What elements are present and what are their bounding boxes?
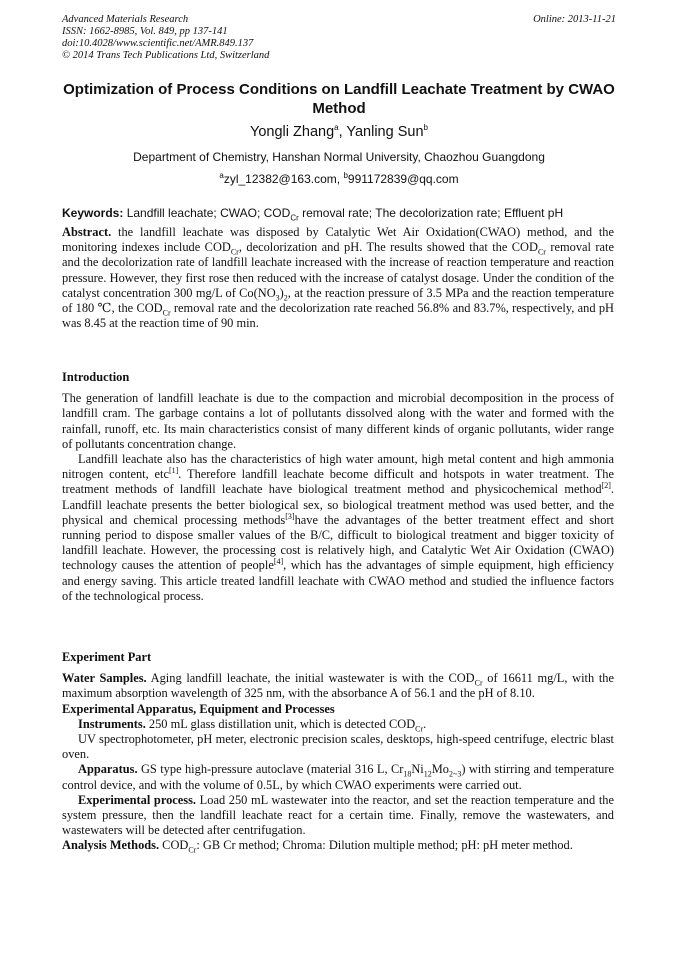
abstract-sub: Cr [162, 308, 171, 318]
affiliation: Department of Chemistry, Hanshan Normal University, Chaozhou Guangdong [133, 150, 545, 164]
apparatus-text: ) with stirring and temperature control device, and with the volume of 0.5L, by which CWAO experiments were carried out. [62, 762, 614, 792]
experiment-heading: Experiment Part [62, 650, 152, 664]
keywords-text-1: Landfill leachate; CWAO; COD [123, 206, 291, 220]
journal-name: Advanced Materials Research [62, 14, 189, 25]
abstract-sub: 2 [283, 293, 288, 303]
citation-ref: [3] [285, 511, 295, 521]
intro-text: . Landfill leachate presents the better biological sex, so biological treatment method was used better, and the physical and chemical processing methods [62, 482, 614, 527]
analysis-methods-text: : GB Cr method; Chroma: Dilution multiple method; pH: pH meter method. [196, 838, 573, 853]
paper-title: Optimization of Process Conditions on Landfill Leachate Treatment by CWAO Method [63, 81, 615, 117]
apparatus-sub: 12 [423, 769, 432, 779]
uv-equipment-paragraph: UV spectrophotometer, pH meter, electronic precision scales, desktops, high-speed centrifuge, electric blast oven. [62, 732, 614, 762]
analysis-methods-label: Analysis Methods. [62, 838, 160, 853]
intro-text: have the advantages of the better treatment effect and short running period to dispose smaller values of the B/C, difficult to biological treatment and bigger toxicity of landfill leachate. However, the processing cost is relatively high, and Catalytic Wet Air Oxidation (CWAO) technology causes the attention of people [62, 512, 614, 573]
intro-paragraph-2 [62, 452, 614, 604]
water-samples-label: Water Samples. [62, 671, 147, 686]
author-list [62, 124, 616, 140]
apparatus-sub: 2~3 [448, 769, 462, 779]
process-label: Experimental process. [78, 792, 197, 807]
apparatus-text: Mo [431, 762, 449, 777]
copyright-line: © 2014 Trans Tech Publications Ltd, Switzerland [62, 50, 270, 61]
citation-ref: [4] [273, 557, 284, 567]
email-line [62, 172, 616, 186]
water-samples-text: Aging landfill leachate, the initial wastewater is with the COD [146, 671, 475, 686]
abstract-label: Abstract. [62, 225, 112, 239]
abstract-text: removal rate and the decolorization rate of landfill leachate increased with the increase of reaction temperature and reaction pressure. However, they first rose then reduced with the increase of catalyst dosage. Under the condition of the catalyst concentration 300 mg/L of Co(NO [62, 240, 614, 300]
intro-text: . Therefore landfill leachate become difficult and hotspots in water treatment. The treatment methods of landfill leachate have biological treatment method and physicochemical method [62, 467, 614, 497]
abstract-text: removal rate and the decolorization rate reached 56.8% and 83.7%, respectively, and pH was 8.45 at the reaction time of 90 min. [62, 301, 614, 331]
instruments-sub: Cr [415, 724, 424, 734]
introduction-section [62, 370, 614, 604]
online-date: Online: 2013-11-21 [533, 14, 616, 25]
process-text: Load 250 mL wastewater into the reactor, and set the reaction temperature and the system pressure, then the landfill leachate react for a certain time. Finally, remove the wastewaters, and wastewaters will be detected after centrifugation. [62, 792, 614, 838]
instruments-text: . [423, 716, 427, 731]
apparatus-heading: Experimental Apparatus, Equipment and Processes [62, 701, 335, 716]
author-1-sup: a [334, 123, 339, 133]
abstract-text: , decolorization and pH. The results showed that the COD [238, 240, 538, 255]
author-2: Yanling Sun [346, 124, 424, 140]
keywords [62, 206, 616, 223]
author-1: Yongli Zhang [250, 124, 335, 140]
water-samples-text: of 16611 mg/L, with the maximum absorption wavelength of 325 nm, with the absorbance A of 56.1 and the pH of 8.10. [62, 671, 614, 701]
water-samples-sub: Cr [474, 678, 483, 688]
abstract-sub: 3 [275, 293, 280, 303]
analysis-methods-sub: Cr [188, 845, 197, 855]
analysis-methods-paragraph [62, 838, 614, 853]
experiment-section [62, 650, 614, 854]
citation-ref: [2] [601, 481, 611, 491]
abstract-sub: Cr [230, 247, 239, 257]
email-b-sup: b [343, 171, 348, 180]
email-a-sup: a [219, 171, 224, 180]
abstract-text: , at the reaction pressure of 3.5 MPa and the reaction temperature of 180 ℃, the COD [62, 285, 614, 316]
abstract-sub: Cr [537, 247, 546, 257]
introduction-heading: Introduction [62, 370, 130, 384]
doi-line: doi:10.4028/www.scientific.net/AMR.849.137 [62, 38, 254, 49]
instruments-label: Instruments. [78, 716, 146, 731]
abstract-text: ) [279, 285, 284, 300]
instruments-paragraph [62, 717, 614, 732]
keywords-sub: Cr [290, 213, 299, 223]
author-separator: , [338, 124, 347, 140]
issn-line: ISSN: 1662-8985, Vol. 849, pp 137-141 [62, 26, 228, 37]
email-b: 991172839@qq.com [347, 172, 459, 186]
abstract-text: the landfill leachate was disposed by Catalytic Wet Air Oxidation(CWAO) method, and the monitoring indexes include COD [62, 225, 614, 255]
apparatus-text: GS type high-pressure autoclave (material 316 L, Cr [137, 762, 404, 777]
analysis-methods-text: COD [159, 838, 189, 853]
keywords-text-2: removal rate; The decolorization rate; Effluent pH [298, 206, 564, 220]
author-2-sup: b [423, 123, 428, 133]
intro-text: , which has the advantages of simple equipment, high efficiency and energy saving. This article treated landfill leachate with CWAO method and studied the influence factors of the technological process. [62, 558, 614, 603]
intro-text: Landfill leachate also has the characteristics of high water amount, high metal content and high ammonia nitrogen content, etc [62, 452, 614, 482]
email-a: zyl_12382@163.com, [223, 172, 344, 186]
apparatus-paragraph [62, 762, 614, 792]
abstract-paragraph [62, 225, 614, 331]
apparatus-text: Ni [411, 762, 424, 777]
journal-header [62, 14, 616, 62]
apparatus-label: Apparatus. [78, 762, 138, 777]
apparatus-sub: 18 [403, 769, 412, 779]
intro-paragraph-1: The generation of landfill leachate is due to the compaction and microbial decomposition in the process of landfill cram. The garbage contains a lot of pollutants dissolved along with the water and formed with the rainfall, runoff, etc. Its main characteristics consist of many different kinds of organic pollutants, wider range of pollutants concentration change. [62, 391, 614, 451]
instruments-text: 250 mL glass distillation unit, which is detected COD [145, 716, 416, 731]
process-paragraph [62, 793, 614, 839]
keywords-label: Keywords: [62, 206, 124, 220]
abstract [62, 225, 614, 331]
water-samples-paragraph [62, 671, 614, 701]
citation-ref: [1] [168, 466, 179, 476]
